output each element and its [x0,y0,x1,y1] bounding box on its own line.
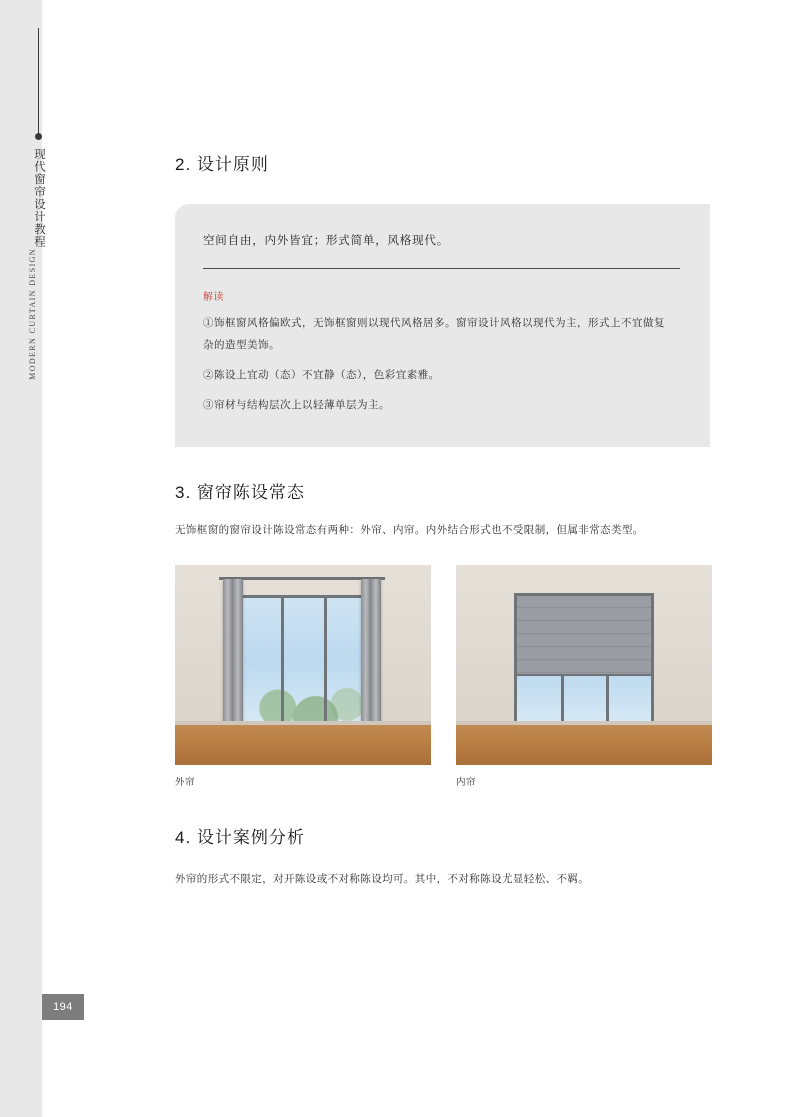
section-heading-design-principles: 2. 设计原则 [175,155,269,174]
window-mullion [281,598,284,722]
curtain-panel-left [223,579,243,727]
paragraph-case-analysis: 外帘的形式不限定，对开陈设或不对称陈设均可。其中，不对称陈设尤显轻松、不羁。 [175,873,590,885]
inner-shade-illustration [456,565,712,765]
wood-floor [456,725,712,765]
foliage-view [240,652,366,722]
sidebar-book-title-en: MODERN CURTAIN DESIGN [28,248,37,380]
figure-outer-curtain [175,565,431,788]
curtain-panel-right [361,579,381,727]
window-frame [514,593,654,725]
explanation-body [203,312,673,424]
sidebar-rule-line [38,28,39,136]
figure-caption: 内帘 [456,777,477,788]
page-number-badge: 194 [42,994,84,1020]
explanation-label: 解读 [203,292,224,303]
figure-group [175,565,713,788]
sidebar-dot-marker [35,133,42,140]
explanation-item: ②陈设上宜动（态）不宜静（态），色彩宜素雅。 [203,369,440,381]
section-heading-case-analysis: 4. 设计案例分析 [175,828,305,847]
outer-curtain-illustration [175,565,431,765]
roman-shade [517,596,651,676]
explanation-item: ③帘材与结构层次上以轻薄单层为主。 [203,399,390,411]
principle-divider [203,268,680,269]
principle-lead-text: 空间自由，内外皆宜；形式简单，风格现代。 [203,235,449,247]
window-mullion [606,674,609,722]
window-mullion [561,674,564,722]
explanation-item: ①饰框窗风格偏欧式，无饰框窗则以现代风格居多。窗帘设计风格以现代为主，形式上不宜做复杂的造型美饰。 [203,317,665,351]
window-mullion [324,598,327,722]
sidebar-book-title-cn: 现代窗帘设计教程 [33,148,45,248]
window-frame [237,595,369,725]
wood-floor [175,725,431,765]
paragraph-curtain-display: 无饰框窗的窗帘设计陈设常态有两种：外帘、内帘。内外结合形式也不受限制，但属非常态类型。 [175,524,644,536]
section-heading-curtain-display: 3. 窗帘陈设常态 [175,483,305,502]
principle-panel [175,204,710,447]
figure-inner-shade [456,565,712,788]
figure-caption: 外帘 [175,777,196,788]
